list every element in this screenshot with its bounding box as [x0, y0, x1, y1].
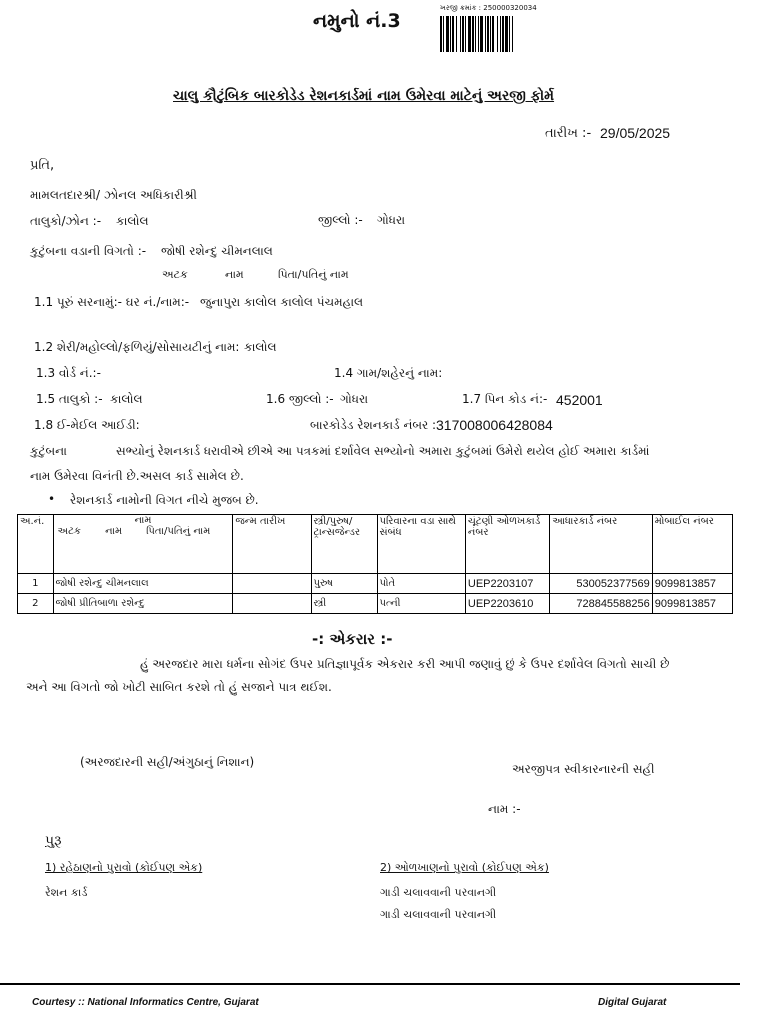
col-relation: પરિવારના વડા સાથે સંબંધ [377, 515, 465, 574]
district-label: જીલ્લો :- [318, 213, 363, 227]
cell-dob [233, 574, 311, 594]
taluka-zone-value: કાલોલ [116, 214, 149, 228]
cell-aadhaar: 530052377569 [550, 574, 653, 594]
name-part-surname: અટક [162, 268, 188, 281]
cell-name: જોષી રશેન્દુ ચીમનલાલ [53, 574, 233, 594]
receiver-name-label: નામ :- [488, 802, 521, 816]
declaration-line2: અને આ વિગતો જો ખોટી સાબિત કરશે તો હું સજાને પાત્ર થઈશ. [26, 680, 332, 694]
email-label: 1.8 ઈ-મેઈલ આઈડી: [34, 418, 140, 432]
footer-brand: Digital Gujarat [598, 997, 667, 1008]
district-value: ગોધરા [377, 213, 406, 227]
cell-voter-id: UEP2203107 [465, 574, 549, 594]
residence-proof-item: રેશન કાર્ડ [45, 886, 88, 899]
table-row [18, 574, 733, 594]
cell-sr: 2 [18, 594, 54, 614]
ration-card-label: બારકોડેડ રેશનકાર્ડ નંબર : [310, 418, 437, 432]
detail-taluka-value: કાલોલ [110, 392, 143, 406]
footer-courtesy: Courtesy :: National Informatics Centre, Gujarat [32, 997, 259, 1008]
identity-proof-heading: 2) ઓળખાણનો પુરાવો (કોઈપણ એક) [380, 861, 549, 874]
ward-label: 1.3 વોર્ડ નં.:- [36, 366, 101, 380]
col-mobile: મોબાઈલ નંબર [652, 515, 732, 574]
declaration-title: -: એકરાર :- [312, 630, 393, 648]
cell-gender: પુરુષ [311, 574, 377, 594]
street-label: 1.2 શેરી/મહોલ્લો/ફળિયું/સોસાયટીનું નામ: [34, 340, 240, 354]
table-row [18, 594, 733, 614]
col-sr: અ.નં. [18, 515, 54, 574]
cell-sr: 1 [18, 574, 54, 594]
col-name-father: પિતા/પતિનું નામ [146, 526, 211, 537]
col-name-name: નામ [105, 526, 123, 537]
applicant-signature-label: (અરજદારની સહી/અંગુઠાનું નિશાન) [80, 755, 255, 769]
cell-voter-id: UEP2203610 [465, 594, 549, 614]
barcode-bar [513, 16, 515, 52]
col-voter-id: ચૂંટણી ઓળખકાર્ડ નંબર [465, 515, 549, 574]
family-head-value: જોષી રશેન્દુ ચીમનલાલ [161, 244, 273, 258]
cell-dob [233, 594, 311, 614]
ration-card-number: 317008006428084 [436, 417, 553, 433]
declaration-line1: હું અરજદાર મારા ધર્મના સોગંદ ઉપર પ્રતિજ્ઞાપૂર્વક એકરાર કરી આપી જણાવું છું કે ઉપર દર્શાવેલ વિગતો સાચી છે [140, 657, 670, 671]
request-text-line2: નામ ઉમેરવા વિનંતી છે.અસલ કાર્ડ સામેલ છે. [30, 469, 244, 483]
col-dob: જન્મ તારીખ [233, 515, 311, 574]
barcode-caption: ખરજી ક્રમાંક : 250000320034 [440, 4, 537, 12]
detail-taluka-label: 1.5 તાલુકો :- [36, 392, 103, 406]
receiver-signature-label: અરજીપત્ર સ્વીકારનારની સહી [512, 762, 655, 776]
village-label: 1.4 ગામ/શહેરનું નામ: [334, 366, 443, 380]
col-name [53, 515, 233, 574]
name-part-father: પિતા/પતિનું નામ [278, 268, 349, 281]
col-aadhaar: આધારકાર્ડ નંબર [550, 515, 653, 574]
cell-aadhaar: 728845588256 [550, 594, 653, 614]
pin-code-label: 1.7 પિન કોડ નં:- [462, 392, 548, 406]
members-intro: રેશનકાર્ડ નામોની વિગત નીચે મુજબ છે. [70, 493, 259, 507]
col-gender: સ્ત્રી/પુરુષ/ ટ્રાન્સજેન્ડર [311, 515, 377, 574]
cell-mobile: 9099813857 [652, 574, 732, 594]
date-label: તારીખ :- [545, 126, 592, 141]
request-text-start: કુટુંબના [30, 444, 67, 458]
members-table [17, 514, 733, 614]
cell-mobile: 9099813857 [652, 594, 732, 614]
request-text-line1: સભ્યોનું રેશનકાર્ડ ધરાવીએ છીએ આ પત્રકમાં દર્શાવેલ સભ્યોનો અમારા કુટુંબમાં ઉમેરો થયેલ હોઈ અમારા કાર્ડમાં [116, 444, 650, 458]
cell-relation: પોતે [377, 574, 465, 594]
table-header-row [18, 515, 733, 574]
to-label: પ્રતિ, [30, 158, 55, 173]
detail-district-label: 1.6 જીલ્લો :- [266, 392, 334, 406]
barcode-image [440, 16, 562, 52]
identity-proof-item: ગાડી ચલાવવાની પરવાનગી [380, 886, 497, 899]
main-title: ચાલુ કૌટુંબિક બારકોડેડ રેશનકાર્ડમાં નામ ઉમેરવા માટેનું અરજી ફોર્મ [173, 88, 555, 104]
cell-relation: પત્ની [377, 594, 465, 614]
form-number-title: નમુનો નં.3 [313, 10, 401, 32]
identity-proof-item: ગાડી ચલાવવાની પરવાનગી [380, 908, 497, 921]
full-address-label: 1.1 પૂરું સરનામું:- ઘર નં./નામ:- [34, 295, 190, 309]
pin-code-value: 452001 [556, 392, 603, 408]
street-value: કાલોલ [244, 340, 277, 354]
cell-gender: સ્ત્રી [311, 594, 377, 614]
footer-divider [0, 983, 740, 985]
date-value: 29/05/2025 [600, 125, 671, 141]
family-head-label: કુટુંબના વડાની વિગતો :- [30, 244, 147, 258]
bullet-dot: • [48, 492, 56, 506]
proofs-heading: પુરૂ [45, 833, 62, 849]
name-part-name: નામ [225, 268, 244, 281]
full-address-value: જુનાપુરા કાલોલ કાલોલ પંચમહાલ [200, 295, 364, 309]
detail-district-value: ગોધરા [340, 392, 369, 406]
col-name-parts [54, 526, 233, 537]
officer-label: મામલતદારશ્રી/ ઝોનલ અધિકારીશ્રી [30, 188, 197, 202]
taluka-zone-label: તાલુકો/ઝોન :- [30, 214, 102, 228]
col-name-title: નામ [134, 515, 152, 526]
col-name-surname: અટક [57, 526, 81, 537]
residence-proof-heading: 1) રહેઠાણનો પુરાવો (કોઈપણ એક) [45, 861, 203, 874]
cell-name: જોષી પ્રીતિબાળા રશેન્દુ [53, 594, 233, 614]
